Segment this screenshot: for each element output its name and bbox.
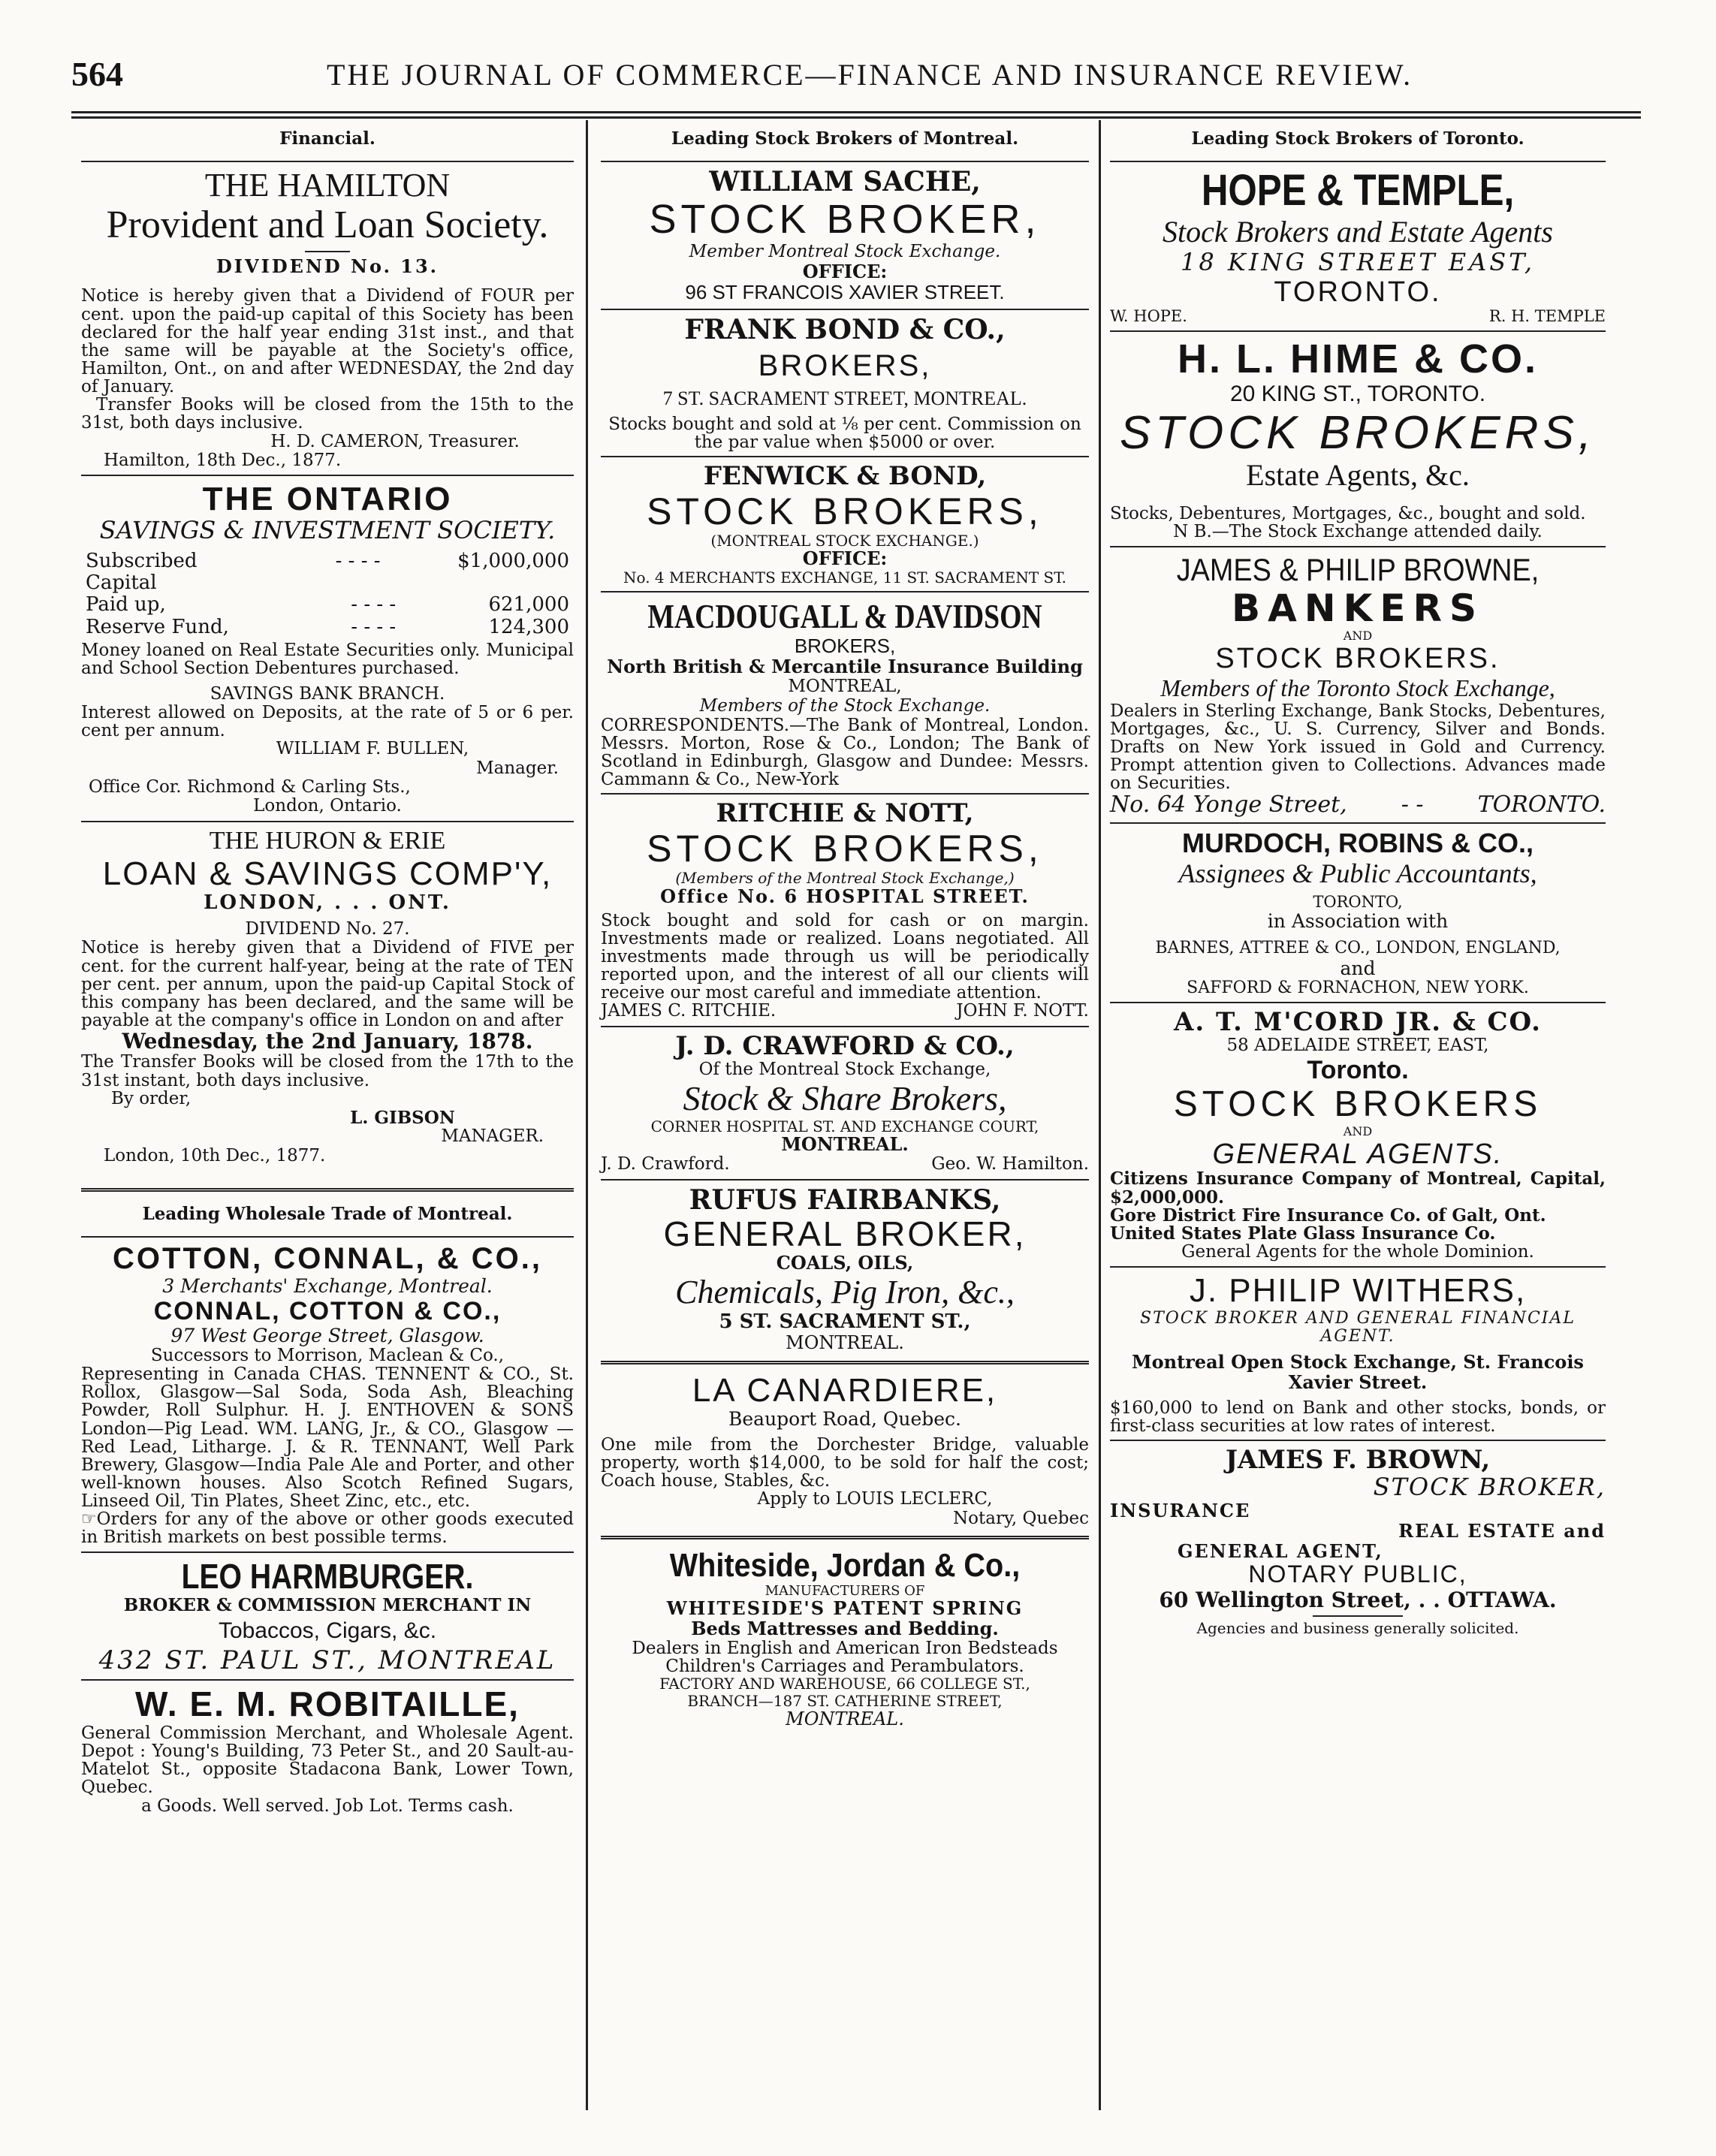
ad-address: 60 Wellington Street, . . OTTAWA. — [1159, 1588, 1557, 1613]
ad-manager: WILLIAM F. BULLEN, — [276, 739, 469, 759]
column-divider-1 — [586, 120, 588, 2110]
ad-branch: BRANCH—187 ST. CATHERINE STREET, — [687, 1691, 1003, 1710]
capital-table — [81, 550, 574, 638]
journal-title: THE JOURNAL OF COMMERCE—FINANCE AND INSURANCE REVIEW. — [327, 58, 1413, 92]
ad-body: Stock bought and sold for cash or on margin. Investments made or realized. Loans negotiated. All investments made through us will be periodically reported upon, and the interest of all our clients will receive our most careful and immediate attention. — [601, 910, 1089, 1003]
ad-body: One mile from the Dorchester Bridge, valuable property, worth $14,000, to be sold for half the cost; Coach house, Stables, &c. — [601, 1434, 1089, 1491]
ad-signatures — [601, 1002, 1089, 1021]
ad-and: and — [1340, 957, 1376, 979]
ad-partner: SAFFORD & FORNACHON, NEW YORK. — [1187, 978, 1529, 997]
ad-sig-left: J. D. Crawford. — [601, 1154, 730, 1174]
ad-rufus-fairbanks — [601, 1185, 1089, 1353]
ad-estate: Estate Agents, &c. — [1246, 458, 1470, 493]
ad-subtitle: BROKER & COMMISSION MERCHANT IN — [123, 1595, 532, 1616]
divider — [81, 1188, 574, 1192]
ad-general-agent: GENERAL AGENT, — [1178, 1539, 1383, 1562]
ad-title: J. PHILIP WITHERS, — [1189, 1272, 1527, 1310]
divider — [81, 475, 574, 476]
ad-philip-withers — [1110, 1272, 1606, 1435]
divider — [601, 1361, 1089, 1364]
ad-membership: Of the Montreal Stock Exchange, — [698, 1059, 991, 1079]
ad-city: MONTREAL. — [786, 1331, 904, 1353]
ad-leo-harmburger — [81, 1557, 574, 1675]
page-number: 564 — [71, 55, 123, 93]
ad-title: W. E. M. ROBITAILLE, — [135, 1684, 520, 1724]
leader-dots: - - - - — [351, 593, 397, 617]
capital-row — [81, 617, 574, 638]
ad-dateline: Hamilton, 18th Dec., 1877. — [104, 450, 342, 470]
ad-body: General Commission Merchant, and Wholesale Agent. Depot : Young's Building, 73 Peter St., and 20 Sault-au-Matelot St., opposite Stadacona Bank, Lower Town, Quebec. — [81, 1723, 574, 1798]
ad-city: MONTREAL. — [786, 1708, 904, 1730]
ad-body: Citizens Insurance Company of Montreal, Capital, $2,000,000. — [1110, 1168, 1606, 1208]
ad-subtitle: STOCK BROKERS, — [647, 828, 1043, 870]
ad-subtitle: Provident and Loan Society. — [106, 204, 549, 247]
page-header — [71, 54, 1641, 107]
divider — [81, 1551, 574, 1553]
column-toronto-brokers — [1110, 124, 1606, 1636]
ad-subtitle: STOCK BROKERS. — [1215, 643, 1500, 675]
ad-murdoch-robins — [1110, 828, 1606, 997]
divider — [81, 821, 574, 822]
ad-la-canardiere — [601, 1372, 1089, 1528]
ad-title: FENWICK & BOND, — [703, 461, 987, 492]
ad-address — [1110, 792, 1606, 818]
ad-insurance: INSURANCE — [1110, 1499, 1251, 1521]
ad-and: AND — [1343, 1124, 1373, 1139]
column-montreal-brokers — [601, 124, 1089, 1729]
section-heading-financial: Financial. — [279, 128, 375, 149]
ad-date: Wednesday, the 2nd January, 1878. — [122, 1029, 533, 1054]
ad-dateline: London, 10th Dec., 1877. — [104, 1145, 326, 1165]
ad-title: RITCHIE & NOTT, — [716, 798, 974, 829]
ad-subtitle: STOCK BROKER, — [649, 197, 1041, 243]
divider — [1313, 1615, 1403, 1617]
ad-notice: Notice is hereby given that a Dividend of FIVE per cent. for the current half-year, being at the rate of TEN per cent. per annum, upon the paid-up Capital Stock of this company has been declared, and the same will be payable at the company's office in London on and after — [81, 938, 574, 1030]
ad-subtitle: BROKERS, — [758, 348, 932, 382]
ad-manager-title: Manager. — [476, 758, 559, 778]
capital-value: $1,000,000 — [457, 550, 569, 573]
divider — [1110, 330, 1606, 332]
ad-title: THE HAMILTON — [204, 167, 451, 204]
ad-building: North British & Mercantile Insurance Building — [607, 656, 1083, 678]
ad-real-estate: REAL ESTATE and — [1398, 1519, 1606, 1542]
ad-goods-italic: Chemicals, Pig Iron, &c., — [675, 1274, 1015, 1311]
ad-james-philip-browne — [1110, 552, 1606, 818]
ad-terms: a Goods. Well served. Job Lot. Terms cash. — [141, 1796, 514, 1816]
ad-address: 5 ST. SACRAMENT ST., — [719, 1310, 971, 1333]
section-heading-montreal: Leading Stock Brokers of Montreal. — [671, 128, 1019, 149]
ad-subheading: SAVINGS BANK BRANCH. — [210, 683, 445, 704]
divider — [1110, 1440, 1606, 1441]
ad-city: TORONTO. — [1274, 276, 1442, 308]
ad-title: JAMES & PHILIP BROWNE, — [1176, 552, 1540, 588]
ad-subtitle: Stock & Share Brokers, — [683, 1079, 1007, 1118]
ad-title: A. T. M'CORD JR. & CO. — [1173, 1007, 1543, 1038]
ad-address: 18 KING STREET EAST, — [1181, 247, 1535, 276]
ad-subtitle: STOCK BROKERS — [1173, 1084, 1543, 1125]
ad-body: Representing in Canada CHAS. TENNENT & CO., St. Rollox, Glasgow—Sal Soda, Soda Ash, Bleaching Powder, Roll Sulphur. H. J. ENTHOVEN & SONS London—Pig Lead. WM. LANG, Jr., & CO., Glasgow —Red Lead, Litharge. J. & R. TENNANT, Well Park Brewery, Glasgow—India Pale Ale and Porter, and other well-known houses. Also Scotch Refined Sugars, Linseed Oil, Tin Plates, Sheet Zinc, etc., etc. — [81, 1364, 574, 1512]
ad-byorder: By order, — [111, 1088, 192, 1108]
ad-apply: Apply to LOUIS LECLERC, — [757, 1489, 993, 1509]
ad-membership: Member Montreal Stock Exchange. — [689, 241, 1001, 261]
ad-subtitle: STOCK BROKER AND GENERAL FINANCIAL AGENT. — [1140, 1308, 1576, 1346]
ad-goods: COALS, OILS, — [776, 1252, 914, 1274]
ad-city: Toronto. — [1307, 1056, 1409, 1085]
divider — [601, 1026, 1089, 1027]
ad-subtitle: GENERAL BROKER, — [663, 1214, 1027, 1253]
ad-title: LA CANARDIERE, — [692, 1371, 998, 1409]
ad-office: London, Ontario. — [253, 796, 402, 816]
capital-row — [81, 550, 574, 594]
divider — [81, 1236, 574, 1238]
capital-label: Subscribed Capital — [86, 550, 198, 595]
column-divider-2 — [1099, 120, 1101, 2110]
ad-title: THE HURON & ERIE — [209, 826, 446, 855]
ad-title: J. D. CRAWFORD & CO., — [675, 1030, 1015, 1061]
ad-title: MACDOUGALL & DAVIDSON — [647, 596, 1042, 635]
ad-subtitle: Stock Brokers and Estate Agents — [1163, 214, 1553, 249]
ad-product: WHITESIDE'S PATENT SPRING — [666, 1597, 1024, 1620]
ad-agents: GENERAL AGENTS. — [1212, 1138, 1503, 1170]
ad-body: General Agents for the whole Dominion. — [1181, 1242, 1534, 1262]
ad-city: TORONTO, — [1313, 892, 1403, 911]
capital-value: 124,300 — [488, 615, 569, 638]
ad-assoc: in Association with — [1267, 910, 1449, 933]
ad-notary: NOTARY PUBLIC, — [1248, 1560, 1467, 1588]
ad-office: Office No. 6 HOSPITAL STREET. — [660, 885, 1030, 907]
capital-label: Paid up, — [86, 593, 166, 617]
ad-jd-crawford — [601, 1032, 1089, 1174]
divider — [601, 793, 1089, 795]
ad-body: United States Plate Glass Insurance Co. — [1110, 1223, 1496, 1244]
ad-product-line: Beds Mattresses and Bedding. — [691, 1618, 999, 1640]
column-financial — [81, 124, 574, 1816]
ad-signatures — [1110, 308, 1606, 326]
ad-footer: Agencies and business generally solicited. — [1196, 1618, 1519, 1637]
ad-office: Office Cor. Richmond & Carling Sts., — [89, 777, 411, 798]
ad-bankers: BANKERS — [1231, 586, 1485, 631]
ad-subtitle: CONNAL, COTTON & CO., — [153, 1296, 502, 1325]
ad-and: AND — [1343, 629, 1373, 644]
divider — [601, 161, 1089, 162]
ad-body: Stocks, Debentures, Mortgages, &c., bought and sold. — [1110, 503, 1586, 523]
ad-exchange: (MONTREAL STOCK EXCHANGE.) — [710, 532, 979, 550]
ad-body: Interest allowed on Deposits, at the rate of 5 or 6 per. cent per annum. — [81, 703, 574, 741]
ad-title: RUFUS FAIRBANKS, — [689, 1184, 1001, 1216]
ad-address: No. 4 MERCHANTS EXCHANGE, 11 ST. SACRAMENT ST. — [623, 568, 1066, 587]
ad-subtitle: STOCK BROKER, — [1373, 1472, 1606, 1501]
ad-address: 3 Merchants' Exchange, Montreal. — [162, 1274, 493, 1297]
divider — [601, 591, 1089, 593]
ad-subtitle: Assignees & Public Accountants, — [1178, 858, 1537, 889]
ad-body: $160,000 to lend on Bank and other stocks, bonds, or first-class securities at low rates of interest. — [1110, 1398, 1606, 1436]
ad-cotton-connal — [81, 1242, 574, 1547]
ad-location: LONDON, . . . ONT. — [204, 891, 451, 915]
ad-ontario-savings — [81, 481, 574, 816]
ad-address-street: No. 64 Yonge Street, — [1110, 792, 1347, 819]
divider — [1110, 822, 1606, 824]
ad-hope-temple — [1110, 167, 1606, 326]
ad-commission: Stocks bought and sold at ⅛ per cent. Commission on the par value when $5000 or over. — [608, 414, 1081, 452]
ad-address: 20 KING ST., TORONTO. — [1229, 381, 1486, 407]
ad-dividend-heading: DIVIDEND No. 13. — [216, 255, 439, 277]
ad-membership: Members of the Toronto Stock Exchange, — [1160, 674, 1555, 701]
ad-signature: H. D. CAMERON, Treasurer. — [270, 431, 520, 451]
ad-sig-left: JAMES C. RITCHIE. — [601, 1001, 777, 1021]
divider — [601, 1179, 1089, 1181]
ad-address: 97 West George Street, Glasgow. — [170, 1324, 484, 1346]
ad-william-sache — [601, 167, 1089, 304]
ad-sig-right: R. H. TEMPLE — [1488, 307, 1606, 326]
ad-macdougall-davidson — [601, 597, 1089, 789]
ad-robitaille — [81, 1685, 574, 1815]
leader-dots: - - - - — [351, 615, 397, 638]
ad-address: 96 ST FRANCOIS XAVIER STREET. — [685, 281, 1005, 304]
ad-subtitle: BROKERS, — [794, 635, 896, 658]
ad-partner: BARNES, ATTREE & CO., LONDON, ENGLAND, — [1155, 939, 1561, 958]
ad-location: Beauport Road, Quebec. — [728, 1407, 961, 1430]
ad-transfer: The Transfer Books will be closed from the 17th to the 31st instant, both days inclusive. — [81, 1052, 574, 1090]
ad-membership: Members of the Stock Exchange. — [699, 696, 991, 716]
ad-factory: FACTORY AND WAREHOUSE, 66 COLLEGE ST., — [659, 1675, 1030, 1693]
ad-address: 58 ADELAIDE STREET, EAST, — [1226, 1036, 1489, 1056]
ad-subtitle: LOAN & SAVINGS COMP'Y, — [102, 855, 553, 892]
ad-transfer: Transfer Books will be closed from the 15th to the 31st, both days inclusive. — [81, 395, 574, 433]
ad-signatures — [601, 1155, 1089, 1174]
ad-successors: Successors to Morrison, Maclean & Co., — [150, 1345, 505, 1365]
ad-address: 432 ST. PAUL ST., MONTREAL — [98, 1645, 556, 1676]
header-rule-2 — [71, 116, 1641, 119]
header-rule — [71, 111, 1641, 113]
ad-orders: ☞Orders for any of the above or other goods executed in British markets on best possible terms. — [81, 1509, 574, 1548]
capital-label: Reserve Fund, — [86, 615, 229, 638]
divider — [601, 456, 1089, 457]
ad-goods: Tobaccos, Cigars, &c. — [218, 1618, 437, 1643]
ad-title: FRANK BOND & CO., — [684, 313, 1006, 345]
ad-address: CORNER HOSPITAL ST. AND EXCHANGE COURT, — [650, 1117, 1039, 1135]
ad-title: WILLIAM SACHE, — [709, 166, 981, 198]
ad-sig-left: W. HOPE. — [1110, 307, 1187, 326]
ad-title: H. L. HIME & CO. — [1178, 336, 1538, 381]
ad-james-f-brown — [1110, 1446, 1606, 1636]
ad-address: Montreal Open Stock Exchange, St. Francois Xavier Street. — [1132, 1350, 1584, 1393]
ad-notice: Notice is hereby given that a Dividend of FOUR per cent. upon the paid-up capital of this Society has been declared for the half year ending 31st inst., and that the same will be payable at the Society's office, Hamilton, Ont., on and after WEDNESDAY, the 2nd day of January. — [81, 286, 574, 397]
ad-office-label: OFFICE: — [802, 547, 888, 570]
section-heading-toronto: Leading Stock Brokers of Toronto. — [1191, 128, 1524, 149]
divider — [1110, 161, 1606, 162]
ad-title: COTTON, CONNAL, & CO., — [113, 1241, 542, 1275]
ad-title: HOPE & TEMPLE, — [1201, 166, 1515, 215]
ad-office-label: OFFICE: — [802, 260, 888, 282]
ad-title: JAMES F. BROWN, — [1225, 1444, 1491, 1475]
ad-title: MURDOCH, ROBINS & CO., — [1182, 827, 1534, 858]
ad-address: 7 ST. SACRAMENT STREET, MONTREAL. — [662, 387, 1027, 409]
ad-sig-right: JOHN F. NOTT. — [956, 1001, 1089, 1021]
capital-row — [81, 594, 574, 616]
ad-sig-right: Geo. W. Hamilton. — [931, 1154, 1089, 1174]
divider — [1110, 1266, 1606, 1268]
divider — [601, 309, 1089, 310]
ad-body: Gore District Fire Insurance Co. of Galt, Ont. — [1110, 1205, 1546, 1226]
section-heading-wholesale: Leading Wholesale Trade of Montreal. — [142, 1203, 513, 1224]
ad-city: MONTREAL, — [788, 677, 902, 697]
ad-body: Money loaned on Real Estate Securities only. Municipal and School Section Debentures purchased. — [81, 640, 574, 678]
ad-mccord — [1110, 1008, 1606, 1262]
ad-title: LEO HARMBURGER. — [181, 1556, 474, 1596]
ad-fenwick-bond — [601, 462, 1089, 586]
ad-body: Dealers in English and American Iron Bedsteads Children's Carriages and Perambulators. — [632, 1638, 1058, 1677]
ad-title: THE ONTARIO — [202, 481, 453, 518]
ad-nb: N B.—The Stock Exchange attended daily. — [1173, 522, 1543, 542]
ad-huron-erie — [81, 827, 574, 1165]
divider — [305, 251, 350, 252]
ad-title-line: Notary, Quebec — [953, 1508, 1089, 1528]
ad-subtitle: SAVINGS & INVESTMENT SOCIETY. — [99, 516, 556, 545]
divider — [81, 161, 574, 162]
ad-hamilton-provident — [81, 167, 574, 470]
ad-address-dashes: - - — [1401, 792, 1424, 819]
ad-whiteside-jordan — [601, 1547, 1089, 1729]
ad-body: CORRESPONDENTS.—The Bank of Montreal, London. Messrs. Morton, Rose & Co., London; The Bank of Scotland in Edinburgh, Glasgow and Dundee: Messrs. Cammann & Co., New-York — [601, 715, 1089, 790]
ad-dividend-heading: DIVIDEND No. 27. — [245, 919, 410, 939]
ad-manufacturers: MANUFACTURERS OF — [765, 1583, 925, 1600]
ad-address-city: TORONTO. — [1477, 792, 1606, 819]
divider — [1110, 1002, 1606, 1003]
ad-subtitle: STOCK BROKERS, — [1119, 406, 1597, 459]
ad-signer: L. GIBSON — [350, 1108, 455, 1129]
ad-body: Dealers in Sterling Exchange, Bank Stocks, Debentures, Mortgages, &c., U. S. Currency, Silver and Bonds. Drafts on New York issued in Gold and Currency. Prompt attention given to Collections. Advances made on Securities. — [1110, 701, 1606, 794]
ad-signer-title: MANAGER. — [441, 1126, 544, 1147]
leader-dots: - - - - — [335, 550, 381, 573]
divider — [1110, 546, 1606, 547]
ad-subtitle: STOCK BROKERS, — [647, 490, 1043, 533]
divider — [81, 1679, 574, 1681]
ad-membership: (Members of the Montreal Stock Exchange,) — [675, 869, 1015, 888]
ad-ritchie-nott — [601, 799, 1089, 1021]
capital-value: 621,000 — [488, 593, 569, 617]
ad-hl-hime — [1110, 336, 1606, 542]
ad-title: Whiteside, Jordan & Co., — [669, 1546, 1021, 1584]
ad-frank-bond — [601, 315, 1089, 452]
divider — [601, 1536, 1089, 1539]
ad-city: MONTREAL. — [781, 1133, 909, 1156]
